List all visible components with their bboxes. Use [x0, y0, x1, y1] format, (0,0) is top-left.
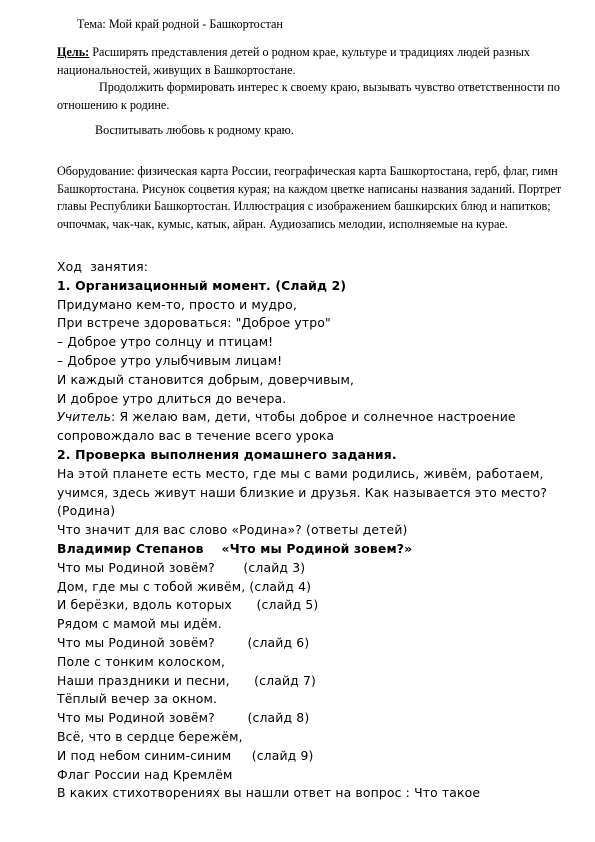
section-2-heading: 2. Проверка выполнения домашнего задания. — [57, 446, 397, 462]
poem2-line: Тёплый вечер за окном. — [57, 691, 218, 707]
homeland-question: Что значит для вас слово «Родина»? (ответы детей) — [57, 522, 408, 538]
goals-block — [57, 44, 562, 140]
topic-label: Тема: — [77, 17, 106, 31]
lesson-title: Ход занятия: — [57, 259, 149, 274]
goal-text-2: Продолжить формировать интерес к своему краю, вызывать чувство ответственности по отношению к родине. — [57, 80, 560, 112]
topic-text: Мой край родной - Башкортостан — [105, 17, 283, 31]
goal-text-1: Расширять представления детей о родном крае, культуре и традициях людей разных национальностей, живущих в Башкортостане. — [57, 45, 530, 77]
poem-author-title: Владимир Степанов «Что мы Родиной зовем?» — [57, 540, 413, 556]
poem1-line: И доброе утро длиться до вечера. — [57, 390, 287, 406]
poem2-line: Рядом с мамой мы идём. — [57, 616, 222, 632]
poem1-line: – Доброе утро улыбчивым лицам! — [57, 352, 283, 368]
lesson-section — [57, 258, 577, 803]
poem2-line: И под небом синим-синим (слайд 9) — [57, 747, 314, 763]
poem1-line: И каждый становится добрым, доверчивым, — [57, 371, 355, 387]
poem1-line: – Доброе утро солнцу и птицам! — [57, 334, 274, 350]
goal-paragraph-1 — [57, 44, 562, 79]
poem2-line: Наши праздники и песни, (слайд 7) — [57, 672, 316, 688]
poem2-line: И берёзки, вдоль которых (слайд 5) — [57, 597, 319, 613]
teacher-text: : Я желаю вам, дети, чтобы доброе и солнечное настроение сопровождало вас в течение всего урока — [57, 409, 516, 444]
equipment-paragraph — [57, 163, 567, 233]
equipment-text: Оборудование: физическая карта России, географическая карта Башкортостана, герб, флаг, гимн Башкортостана. Рисунок соцветия курая; на каждом цветке написаны названия заданий. Портрет главы Республики Башкортостан. Иллюстрация с изображением башкирских блюд и напитков; очпочмак, чак-чак, кумыс, катык, айран. Аудиозапись мелодии, исполняемые на курае. — [57, 164, 562, 231]
goal-label: Цель: — [57, 45, 90, 59]
teacher-remark — [57, 408, 577, 446]
goal-paragraph-2 — [57, 79, 562, 114]
poem2-line: Что мы Родиной зовём? (слайд 3) — [57, 559, 306, 575]
poem2-line: Всё, что в сердце бережём, — [57, 728, 243, 744]
poem1-line: При встрече здороваться: "Доброе утро" — [57, 315, 331, 331]
poem2-line: Что мы Родиной зовём? (слайд 8) — [57, 710, 310, 726]
poem2-line: Поле с тонким колоском, — [57, 653, 226, 669]
homeland-paragraph: На этой планете есть место, где мы с вами родились, живём, работаем, учимся, здесь живут наши близкие и друзья. Как называется это место? (Родина) — [57, 465, 548, 519]
goal-paragraph-3 — [57, 122, 562, 140]
section-1-heading: 1. Организационный момент. (Слайд 2) — [57, 277, 347, 293]
poem2-line: Флаг России над Кремлём — [57, 766, 233, 782]
topic-line — [77, 16, 283, 34]
poem2-line: Что мы Родиной зовём? (слайд 6) — [57, 634, 310, 650]
final-question: В каких стихотворениях вы нашли ответ на вопрос : Что такое — [57, 785, 481, 801]
poem1-line: Придумано кем-то, просто и мудро, — [57, 296, 297, 312]
poem2-line: Дом, где мы с тобой живём, (слайд 4) — [57, 578, 312, 594]
teacher-label: Учитель — [57, 409, 112, 425]
goal-text-3: Воспитывать любовь к родному краю. — [95, 123, 294, 137]
